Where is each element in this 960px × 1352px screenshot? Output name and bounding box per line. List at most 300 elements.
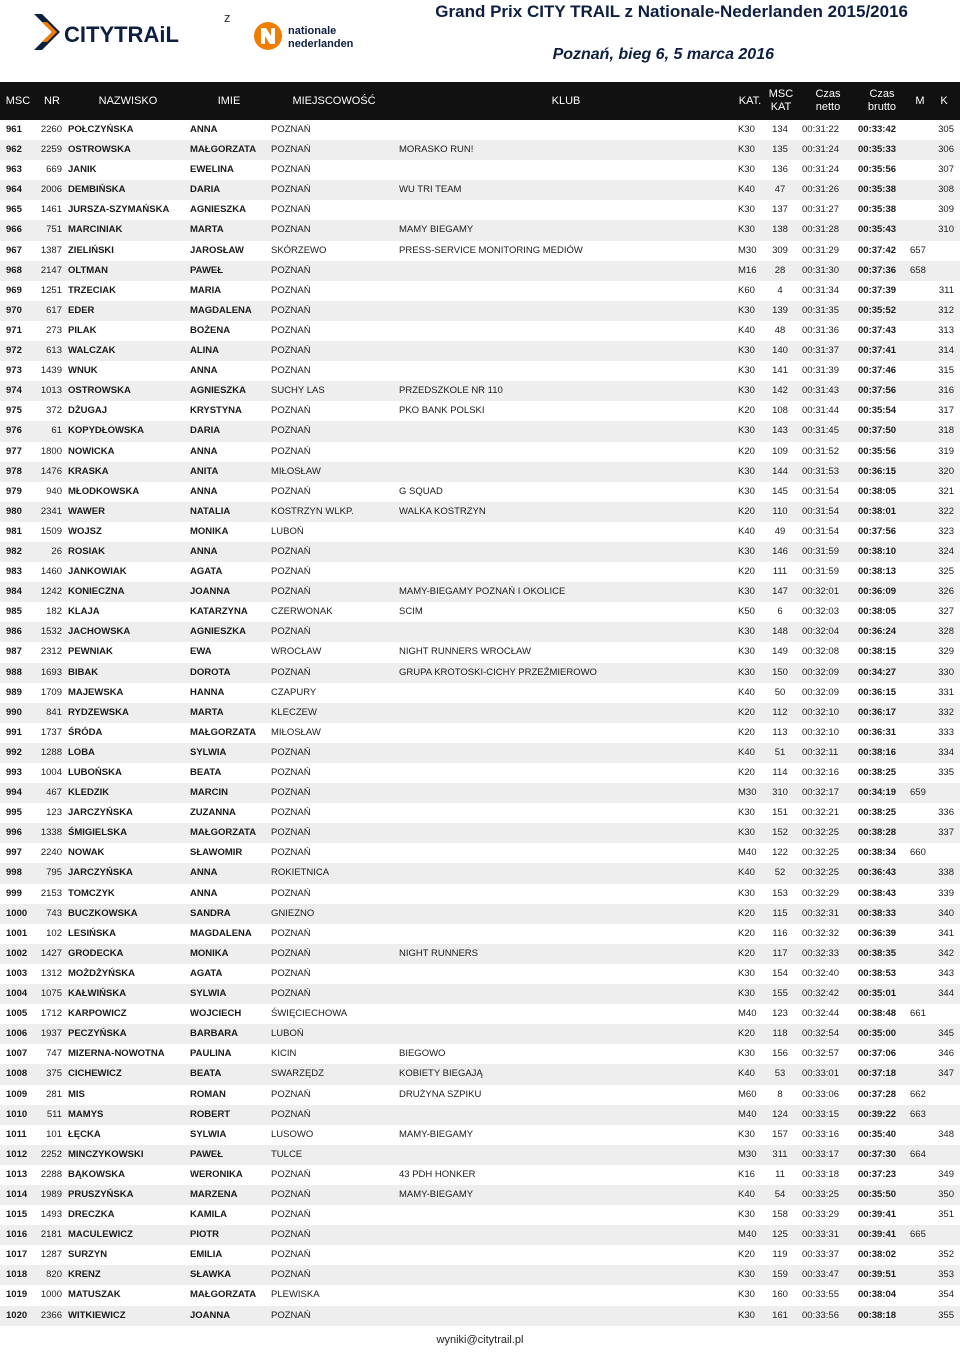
cell-m (910, 562, 930, 582)
cell-miejscowosc: POZNAŃ (271, 887, 311, 899)
cell-nazwisko: KRENZ (68, 1269, 101, 1281)
cell-kat: K20 (738, 405, 755, 417)
cell-m: 659 (910, 787, 926, 799)
cell-czas-brutto: 00:36:39 (858, 927, 897, 939)
table-row (0, 401, 960, 421)
cell-msc: 1013 (6, 1168, 28, 1180)
cell-k: 333 (938, 726, 954, 738)
table-row (0, 1145, 960, 1165)
cell-m: 660 (910, 847, 926, 859)
cell-miejscowosc: POZNAŃ (271, 947, 311, 959)
cell-m (910, 622, 930, 642)
table-row (0, 522, 960, 542)
cell-imie: MAŁGORZATA (190, 827, 257, 839)
cell-k: 332 (938, 706, 954, 718)
cell-nr: 613 (46, 345, 62, 357)
cell-kat: K20 (738, 947, 755, 959)
cell-k: 328 (938, 626, 954, 638)
cell-nr: 940 (46, 485, 62, 497)
cell-miejscowosc: KICIN (271, 1048, 297, 1060)
cell-m (910, 140, 930, 160)
cell-m (910, 1285, 930, 1305)
cell-kat: K40 (738, 1188, 755, 1200)
cell-msc-kat: 153 (772, 887, 788, 899)
cell-klub (399, 964, 699, 984)
results-table-body (0, 120, 960, 1326)
cell-klub (399, 823, 699, 843)
cell-czas-netto: 00:32:03 (802, 606, 839, 618)
table-row (0, 964, 960, 984)
table-row (0, 904, 960, 924)
cell-czas-netto: 00:32:29 (802, 887, 839, 899)
cell-czas-netto: 00:31:54 (802, 505, 839, 517)
col-header-miejscowosc: MIEJSCOWOŚĆ (292, 94, 376, 107)
cell-msc-kat: 54 (774, 1188, 786, 1200)
cell-msc: 963 (6, 164, 22, 176)
cell-nr: 273 (46, 324, 62, 336)
cell-klub (399, 843, 699, 863)
cell-imie: ROBERT (190, 1108, 231, 1120)
cell-m (910, 1024, 930, 1044)
cell-msc-kat: 112 (772, 706, 788, 718)
cell-nr: 2288 (40, 1168, 62, 1180)
cell-msc-kat: 123 (772, 1008, 788, 1020)
cell-kat: K60 (738, 284, 755, 296)
cell-nazwisko: JANIK (68, 164, 97, 176)
cell-msc: 1004 (6, 988, 28, 1000)
cell-msc: 1011 (6, 1128, 27, 1140)
cell-k (932, 1004, 954, 1024)
cell-czas-brutto: 00:38:02 (858, 1249, 897, 1261)
cell-miejscowosc: TULCE (271, 1148, 303, 1160)
cell-m (910, 341, 930, 361)
cell-imie: ANNA (190, 887, 218, 899)
cell-czas-netto: 00:32:25 (802, 827, 839, 839)
cell-nr: 1989 (40, 1188, 62, 1200)
cell-klub (399, 442, 699, 462)
table-row (0, 542, 960, 562)
cell-nazwisko: EDER (68, 304, 95, 316)
cell-msc: 986 (6, 626, 22, 638)
cell-nazwisko: BIBAK (68, 666, 99, 678)
cell-czas-netto: 00:31:27 (802, 204, 839, 216)
cell-nr: 1439 (40, 365, 62, 377)
cell-msc: 996 (6, 827, 22, 839)
cell-k: 351 (938, 1209, 954, 1221)
cell-msc-kat: 115 (772, 907, 788, 919)
cell-kat: K40 (738, 867, 755, 879)
cell-nr: 2259 (40, 144, 62, 156)
table-row (0, 1085, 960, 1105)
cell-nazwisko: WITKIEWICZ (68, 1309, 126, 1321)
table-row (0, 663, 960, 683)
cell-imie: MARZENA (190, 1188, 238, 1200)
cell-klub: NIGHT RUNNERS (399, 947, 478, 959)
cell-kat: K20 (738, 445, 755, 457)
cell-imie: ROMAN (190, 1088, 226, 1100)
table-row (0, 1185, 960, 1205)
cell-klub (399, 462, 699, 482)
cell-k (932, 843, 954, 863)
table-row (0, 301, 960, 321)
cell-k: 352 (938, 1249, 954, 1261)
table-row (0, 160, 960, 180)
cell-czas-brutto: 00:35:43 (858, 224, 897, 236)
table-row (0, 442, 960, 462)
cell-k: 314 (938, 345, 954, 357)
cell-klub (399, 1225, 699, 1245)
cell-klub (399, 1105, 699, 1125)
cell-nazwisko: ŚRÓDA (68, 726, 103, 738)
cell-k (932, 783, 954, 803)
cell-nazwisko: WAWER (68, 505, 105, 517)
cell-kat: K40 (738, 525, 755, 537)
cell-klub (399, 723, 699, 743)
cell-imie: MARCIN (190, 787, 228, 799)
cell-imie: DARIA (190, 425, 221, 437)
col-header-klub: KLUB (551, 94, 581, 107)
cell-k: 331 (938, 686, 954, 698)
cell-msc: 962 (6, 144, 22, 156)
cell-czas-netto: 00:31:30 (802, 264, 839, 276)
cell-nazwisko: TRZECIAK (68, 284, 117, 296)
cell-czas-netto: 00:32:08 (802, 646, 839, 658)
cell-nr: 751 (46, 224, 62, 236)
cell-czas-brutto: 00:33:42 (858, 124, 897, 135)
cell-nazwisko: KONIECZNA (68, 586, 125, 598)
cell-imie: MAŁGORZATA (190, 1289, 257, 1301)
cell-nazwisko: PRUSZYŃSKA (68, 1188, 134, 1200)
cell-czas-brutto: 00:37:18 (858, 1068, 897, 1080)
cell-klub (399, 542, 699, 562)
cell-klub: GRUPA KROTOSKI-CICHY PRZEŹMIEROWO (399, 666, 597, 678)
cell-nr: 375 (46, 1068, 62, 1080)
cell-nr: 1737 (40, 726, 62, 738)
cell-imie: ANNA (190, 124, 218, 135)
cell-nazwisko: PEWNIAK (68, 646, 113, 658)
cell-czas-brutto: 00:37:39 (858, 284, 897, 296)
cell-k (932, 1105, 954, 1125)
cell-czas-netto: 00:32:25 (802, 847, 839, 859)
cell-miejscowosc: POZNAŃ (271, 545, 311, 557)
cell-czas-netto: 00:32:54 (802, 1028, 839, 1040)
cell-czas-netto: 00:32:57 (802, 1048, 839, 1060)
cell-nr: 2181 (40, 1229, 62, 1241)
cell-klub (399, 683, 699, 703)
cell-nr: 2153 (40, 887, 62, 899)
cell-miejscowosc: CZERWONAK (271, 606, 333, 618)
cell-czas-netto: 00:31:24 (802, 144, 839, 156)
cell-nr: 1693 (40, 666, 62, 678)
cell-kat: K30 (738, 586, 755, 598)
table-row (0, 1205, 960, 1225)
cell-nr: 1338 (40, 827, 62, 839)
cell-miejscowosc: POZNAŃ (271, 324, 311, 336)
cell-imie: JOANNA (190, 586, 231, 598)
cell-kat: K30 (738, 144, 755, 156)
cell-klub (399, 341, 699, 361)
cell-msc-kat: 49 (774, 525, 786, 537)
cell-m (910, 743, 930, 763)
cell-m (910, 381, 930, 401)
cell-czas-brutto: 00:35:50 (858, 1188, 897, 1200)
cell-nr: 2312 (40, 646, 62, 658)
cell-msc-kat: 142 (772, 385, 788, 397)
cell-m (910, 944, 930, 964)
cell-imie: ANNA (190, 545, 218, 557)
cell-msc: 1017 (6, 1249, 28, 1261)
cell-czas-brutto: 00:37:50 (858, 425, 897, 437)
cell-czas-brutto: 00:36:43 (858, 867, 897, 879)
cell-msc-kat: 134 (772, 124, 788, 135)
cell-msc-kat: 159 (772, 1269, 788, 1281)
cell-nazwisko: ŁĘCKA (68, 1128, 101, 1140)
cell-nazwisko: KLAJA (68, 606, 100, 618)
cell-nr: 2260 (40, 124, 62, 135)
cell-nr: 1288 (40, 746, 62, 758)
cell-imie: BARBARA (190, 1028, 239, 1040)
cell-nr: 101 (46, 1128, 62, 1140)
cell-nazwisko: ŚMIGIELSKA (68, 827, 128, 839)
cell-nr: 2366 (40, 1309, 62, 1321)
cell-m (910, 301, 930, 321)
table-row (0, 843, 960, 863)
cell-czas-netto: 00:32:10 (802, 706, 839, 718)
cell-imie: ANNA (190, 485, 218, 497)
cell-m (910, 120, 930, 140)
cell-miejscowosc: POZNAŃ (271, 1188, 311, 1200)
cell-klub (399, 120, 699, 140)
cell-msc: 974 (6, 385, 22, 397)
cell-miejscowosc: POZNAŃ (271, 164, 311, 176)
cell-czas-brutto: 00:38:05 (858, 606, 897, 618)
cell-msc-kat: 135 (772, 144, 788, 156)
cell-nr: 1800 (40, 445, 62, 457)
cell-miejscowosc: POZNAŃ (271, 807, 311, 819)
cell-imie: AGNIESZKA (190, 204, 246, 216)
col-header-nazwisko: NAZWISKO (98, 94, 158, 107)
cell-czas-brutto: 00:34:19 (858, 787, 897, 799)
cell-msc-kat: 139 (772, 304, 788, 316)
cell-czas-brutto: 00:38:25 (858, 767, 897, 778)
cell-czas-netto: 00:32:25 (802, 867, 839, 879)
cell-nr: 1242 (40, 586, 62, 598)
cell-msc-kat: 144 (772, 465, 788, 477)
cell-czas-brutto: 00:35:01 (858, 988, 897, 1000)
cell-klub (399, 1145, 699, 1165)
cell-msc-kat: 116 (772, 927, 788, 939)
table-row (0, 1265, 960, 1285)
footer-email[interactable]: wyniki@citytrail.pl (436, 1334, 524, 1346)
cell-miejscowosc: KLECZEW (271, 706, 317, 718)
cell-imie: PIOTR (190, 1229, 220, 1241)
cell-m (910, 823, 930, 843)
cell-imie: AGNIESZKA (190, 626, 246, 638)
cell-klub (399, 261, 699, 281)
cell-kat: K30 (738, 224, 755, 236)
cell-kat: M40 (738, 847, 757, 859)
cell-msc: 975 (6, 405, 22, 417)
cell-klub (399, 1024, 699, 1044)
cell-kat: K30 (738, 646, 755, 658)
cell-miejscowosc: POZNAŃ (271, 485, 311, 497)
cell-msc: 1007 (6, 1048, 28, 1060)
cell-czas-brutto: 00:38:18 (858, 1309, 897, 1321)
cell-msc-kat: 158 (772, 1209, 788, 1221)
cell-klub (399, 863, 699, 883)
cell-msc-kat: 48 (774, 324, 786, 336)
cell-czas-brutto: 00:35:56 (858, 164, 897, 176)
cell-msc: 984 (6, 586, 22, 598)
cell-imie: MARTA (190, 224, 224, 236)
cell-czas-brutto: 00:35:54 (858, 405, 897, 417)
cell-nazwisko: ZIELIŃSKI (68, 244, 114, 256)
table-row (0, 582, 960, 602)
cell-m (910, 1125, 930, 1145)
cell-k: 336 (938, 807, 954, 819)
cell-nazwisko: TOMCZYK (68, 887, 115, 899)
cell-msc-kat: 154 (772, 967, 788, 979)
cell-czas-netto: 00:33:18 (802, 1168, 839, 1180)
cell-kat: K30 (738, 666, 755, 678)
cell-nr: 1004 (40, 767, 62, 778)
cell-miejscowosc: POZNAŃ (271, 847, 311, 859)
table-row (0, 1125, 960, 1145)
cell-nr: 1075 (40, 988, 62, 1000)
cell-nazwisko: LESIŃSKA (68, 927, 117, 939)
cell-msc: 990 (6, 706, 22, 718)
cell-miejscowosc: POZNAŃ (271, 425, 311, 437)
cell-msc: 1009 (6, 1088, 28, 1100)
cell-msc: 979 (6, 485, 22, 497)
cell-k: 344 (938, 988, 954, 1000)
cell-k: 339 (938, 887, 954, 899)
cell-czas-brutto: 00:37:23 (858, 1168, 897, 1180)
cell-nazwisko: SURZYN (68, 1249, 108, 1261)
citytrail-logo (28, 10, 213, 54)
cell-imie: WERONIKA (190, 1168, 243, 1180)
cell-nr: 2006 (40, 184, 62, 196)
cell-klub: PKO BANK POLSKI (399, 405, 485, 417)
cell-czas-brutto: 00:38:05 (858, 485, 897, 497)
cell-k (932, 241, 954, 261)
nn-text-line1: nationale (288, 25, 337, 37)
cell-miejscowosc: POZNAŃ (271, 626, 311, 638)
cell-nr: 1387 (40, 244, 62, 256)
cell-kat: K30 (738, 304, 755, 316)
cell-kat: M40 (738, 1229, 757, 1241)
cell-nr: 820 (46, 1269, 62, 1281)
table-row (0, 281, 960, 301)
cell-m: 663 (910, 1108, 926, 1120)
cell-czas-brutto: 00:38:28 (858, 827, 897, 839)
table-row (0, 1165, 960, 1185)
col-header-msc-kat: MSC KAT (768, 88, 794, 113)
cell-kat: M40 (738, 1008, 757, 1020)
cell-czas-brutto: 00:37:36 (858, 264, 897, 276)
cell-kat: K30 (738, 1048, 755, 1060)
cell-miejscowosc: POZNAŃ (271, 967, 311, 979)
cell-czas-brutto: 00:37:28 (858, 1088, 897, 1100)
cell-czas-brutto: 00:37:06 (858, 1048, 897, 1060)
cell-miejscowosc: POZNAŃ (271, 1088, 311, 1100)
cell-m (910, 180, 930, 200)
cell-nazwisko: WNUK (68, 365, 98, 377)
cell-m (910, 884, 930, 904)
cell-nazwisko: OSTROWSKA (68, 385, 131, 397)
cell-klub (399, 984, 699, 1004)
cell-czas-brutto: 00:36:09 (858, 586, 897, 598)
cell-czas-brutto: 00:37:30 (858, 1148, 897, 1160)
cell-k: 322 (938, 505, 954, 517)
cell-miejscowosc: POZNAŃ (271, 445, 311, 457)
cell-czas-netto: 00:32:42 (802, 988, 839, 1000)
cell-msc-kat: 136 (772, 164, 788, 176)
cell-klub: MORASKO RUN! (399, 144, 474, 156)
cell-msc-kat: 110 (772, 505, 788, 517)
cell-miejscowosc: POZNAŃ (271, 1229, 311, 1241)
cell-nr: 1509 (40, 525, 62, 537)
cell-czas-netto: 00:32:21 (802, 807, 839, 819)
cell-msc-kat: 310 (772, 787, 788, 799)
cell-k: 342 (938, 947, 954, 959)
cell-msc-kat: 111 (772, 566, 788, 578)
cell-nr: 1937 (40, 1028, 62, 1040)
cell-msc-kat: 108 (772, 405, 788, 417)
cell-m (910, 281, 930, 301)
cell-miejscowosc: MIŁOSŁAW (271, 465, 321, 477)
cell-msc-kat: 28 (774, 264, 786, 276)
cell-czas-netto: 00:31:37 (802, 345, 839, 357)
cell-kat: K30 (738, 807, 755, 819)
cell-miejscowosc: LUSOWO (271, 1128, 314, 1140)
cell-msc: 961 (6, 124, 22, 135)
table-row (0, 200, 960, 220)
cell-nazwisko: BĄKOWSKA (68, 1168, 125, 1180)
cell-klub (399, 924, 699, 944)
cell-nazwisko: PECZYŃSKA (68, 1028, 127, 1040)
cell-msc-kat: 125 (772, 1229, 788, 1241)
cell-k: 318 (938, 425, 954, 437)
cell-msc: 973 (6, 365, 22, 377)
table-row (0, 241, 960, 261)
cell-klub (399, 1265, 699, 1285)
cell-k: 325 (938, 566, 954, 578)
table-row (0, 803, 960, 823)
cell-miejscowosc: POZNAN (271, 224, 311, 236)
cell-czas-netto: 00:32:09 (802, 666, 839, 678)
cell-nazwisko: MINCZYKOWSKI (68, 1148, 144, 1160)
cell-klub (399, 562, 699, 582)
cell-m (910, 602, 930, 622)
cell-msc: 982 (6, 545, 22, 557)
cell-kat: M40 (738, 1108, 757, 1120)
cell-msc: 999 (6, 887, 22, 899)
cell-m (910, 663, 930, 683)
cell-imie: AGATA (190, 566, 223, 578)
cell-imie: DARIA (190, 184, 221, 196)
cell-imie: ANITA (190, 465, 219, 477)
cell-msc: 985 (6, 606, 22, 618)
cell-czas-brutto: 00:35:52 (858, 304, 897, 316)
cell-imie: BEATA (190, 767, 222, 778)
cell-klub (399, 622, 699, 642)
cell-m: 662 (910, 1088, 926, 1100)
cell-msc: 1006 (6, 1028, 28, 1040)
cell-kat: K20 (738, 566, 755, 578)
cell-czas-brutto: 00:39:22 (858, 1108, 897, 1120)
cell-msc-kat: 47 (774, 184, 786, 196)
